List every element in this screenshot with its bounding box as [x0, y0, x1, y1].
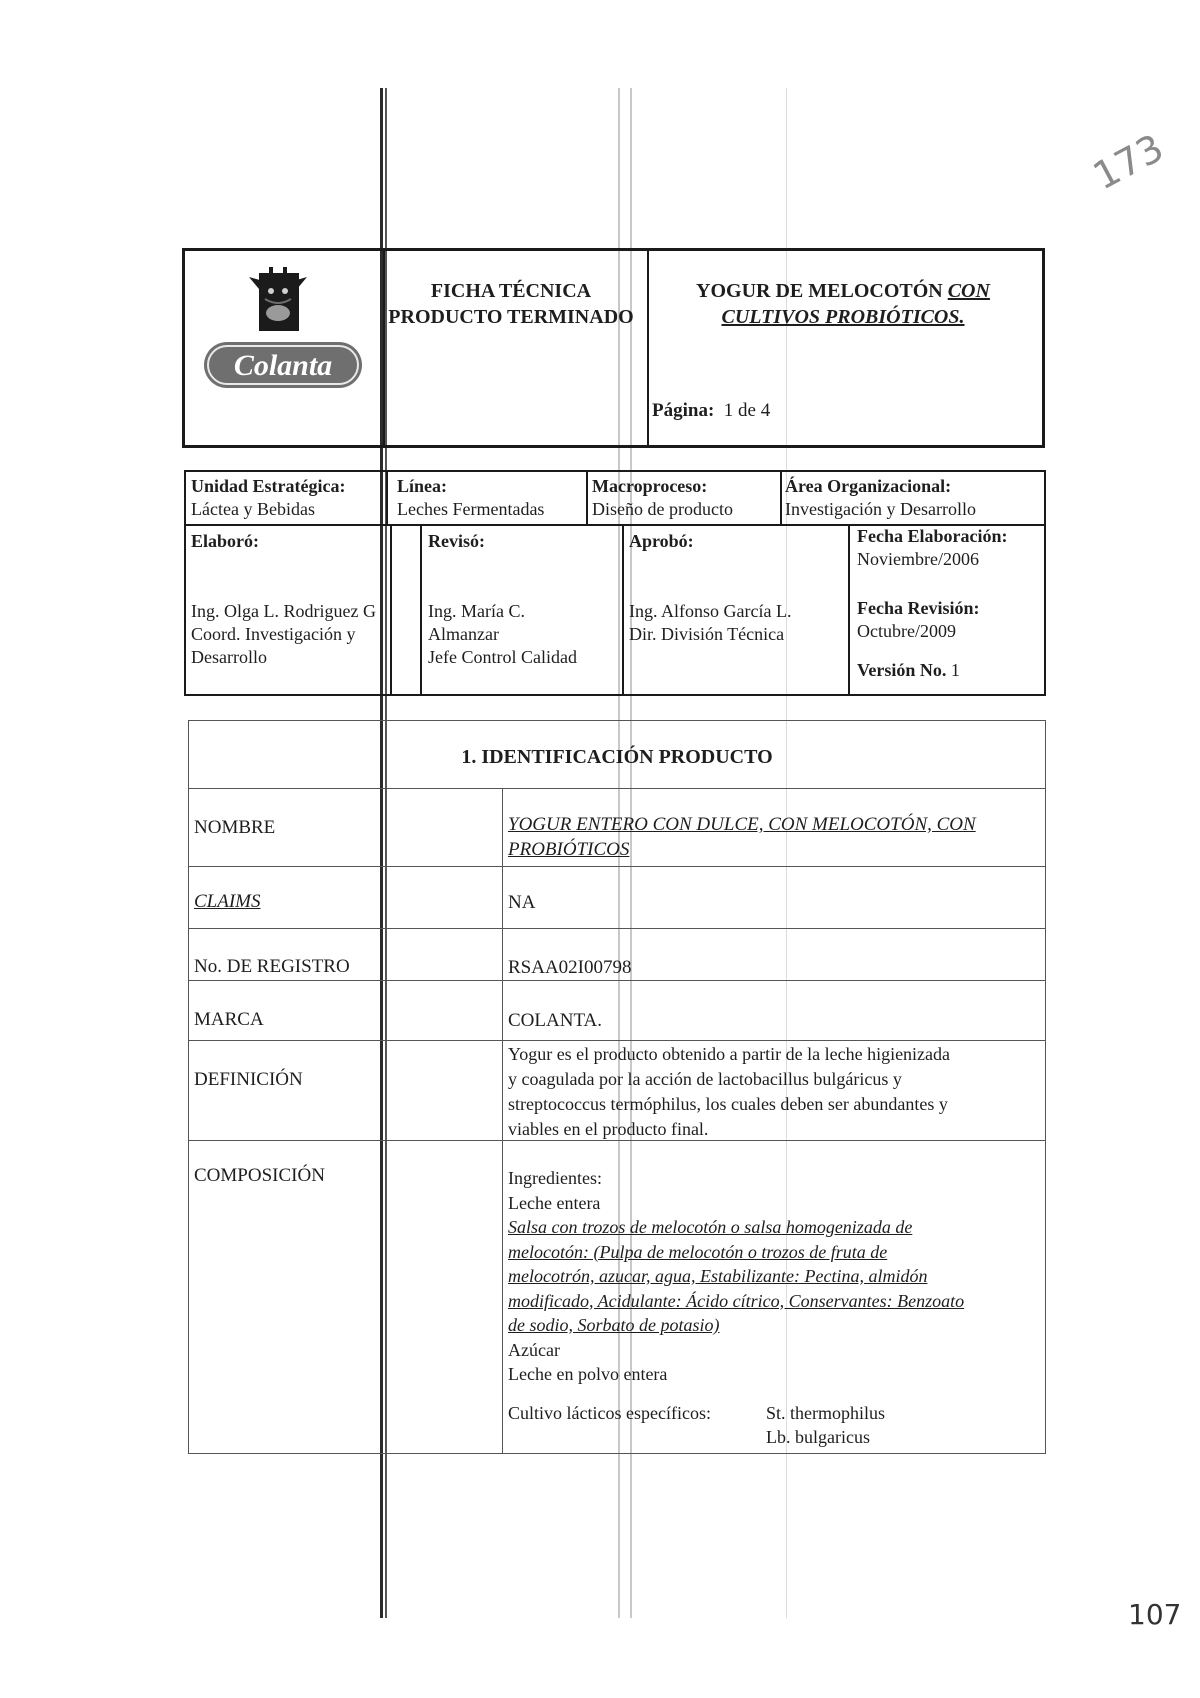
- table-rule: [386, 470, 388, 524]
- handwritten-folio-mark: 173: [1085, 125, 1171, 199]
- section-title: 1. IDENTIFICACIÓN PRODUCTO: [461, 746, 773, 768]
- elaboro-label: Elaboró:: [191, 531, 260, 551]
- ingredient-item: Leche entera: [508, 1192, 601, 1213]
- row-label-marca: MARCA: [194, 1009, 264, 1030]
- cultivos-block: [508, 1401, 1038, 1451]
- table-rule: [848, 524, 850, 696]
- page-indicator: Página: 1 de 4: [652, 400, 771, 421]
- fechas-cell: Fecha Elaboración: Noviembre/2006 Fecha Revisión: Octubre/2009 Versión No. 1: [857, 526, 1008, 680]
- product-title: YOGUR DE MELOCOTÓN CON CULTIVOS PROBIÓTICOS.: [696, 280, 990, 328]
- row-label-definicion: DEFINICIÓN: [194, 1069, 303, 1090]
- salsa-description: Salsa con trozos de melocotón o salsa homogenizada de melocotón: (Pulpa de melocotón o trozos de fruta de melocotrón, azucar, agua, Estabilizante: Pectina, almidón modificado, Acidulante: Ácido cítrico, Conservantes: Benzoato de sodio, Sorbato de potasio): [508, 1217, 965, 1335]
- row-label-registro: No. DE REGISTRO: [194, 956, 350, 977]
- cultivo-item: Lb. bulgaricus: [766, 1426, 870, 1447]
- table-rule: [502, 788, 503, 1454]
- table-rule: [622, 524, 624, 696]
- claims-value: NA: [508, 892, 536, 913]
- aprobo-details: Ing. Alfonso García L. Dir. División Técnica: [629, 601, 792, 644]
- cultivo-item: St. thermophilus: [766, 1402, 886, 1423]
- table-rule: [188, 788, 1046, 789]
- registro-value: RSAA02I00798: [508, 957, 632, 978]
- ingredient-item: Azúcar: [508, 1339, 560, 1360]
- reviso-details: Ing. María C. Almanzar Jefe Control Calidad: [428, 601, 577, 667]
- macroproceso-cell: Macroproceso: Diseño de producto: [592, 476, 733, 519]
- handwritten-page-number: 107: [1128, 1598, 1182, 1631]
- row-label-nombre: NOMBRE: [194, 817, 276, 838]
- reviso-label: Revisó:: [428, 531, 485, 551]
- cultivos-label: Cultivo lácticos específicos:: [508, 1402, 711, 1423]
- row-label-claims: CLAIMS: [194, 891, 261, 912]
- cow-logo-icon: [245, 263, 311, 333]
- ingredient-item: Leche en polvo entera: [508, 1364, 668, 1384]
- table-rule: [188, 866, 1046, 867]
- table-rule: [188, 928, 1046, 929]
- svg-text:Colanta: Colanta: [233, 349, 333, 382]
- aprobo-label: Aprobó:: [629, 531, 694, 551]
- composicion-value: [508, 1166, 1038, 1451]
- document-type-title: FICHA TÉCNICA PRODUCTO TERMINADO: [388, 280, 634, 328]
- table-rule: [420, 524, 422, 696]
- ingredients-heading: Ingredientes:: [508, 1168, 602, 1188]
- table-rule: [188, 980, 1046, 981]
- table-rule: [780, 470, 782, 524]
- unidad-estrategica-cell: Unidad Estratégica: Láctea y Bebidas: [191, 476, 346, 519]
- elaboro-details: Ing. Olga L. Rodriguez G Coord. Investigación y Desarrollo: [191, 601, 376, 667]
- colanta-logo: [203, 340, 363, 390]
- linea-cell: Línea: Leches Fermentadas: [397, 476, 545, 519]
- table-rule: [188, 1040, 1046, 1041]
- area-organizacional-cell: Área Organizacional: Investigación y Desarrollo: [785, 476, 976, 519]
- table-rule: [390, 524, 392, 696]
- definicion-value: Yogur es el producto obtenido a partir de la leche higienizada y coagulada por la acción de lactobacillus bulgáricus y streptococcus termóphilus, los cuales deben ser abundantes y viables en el producto final.: [508, 1044, 951, 1139]
- table-rule: [586, 470, 588, 524]
- product-name-value: YOGUR ENTERO CON DULCE, CON MELOCOTÓN, CON PROBIÓTICOS: [508, 814, 976, 860]
- marca-value: COLANTA.: [508, 1010, 602, 1031]
- row-label-composicion: COMPOSICIÓN: [194, 1165, 325, 1186]
